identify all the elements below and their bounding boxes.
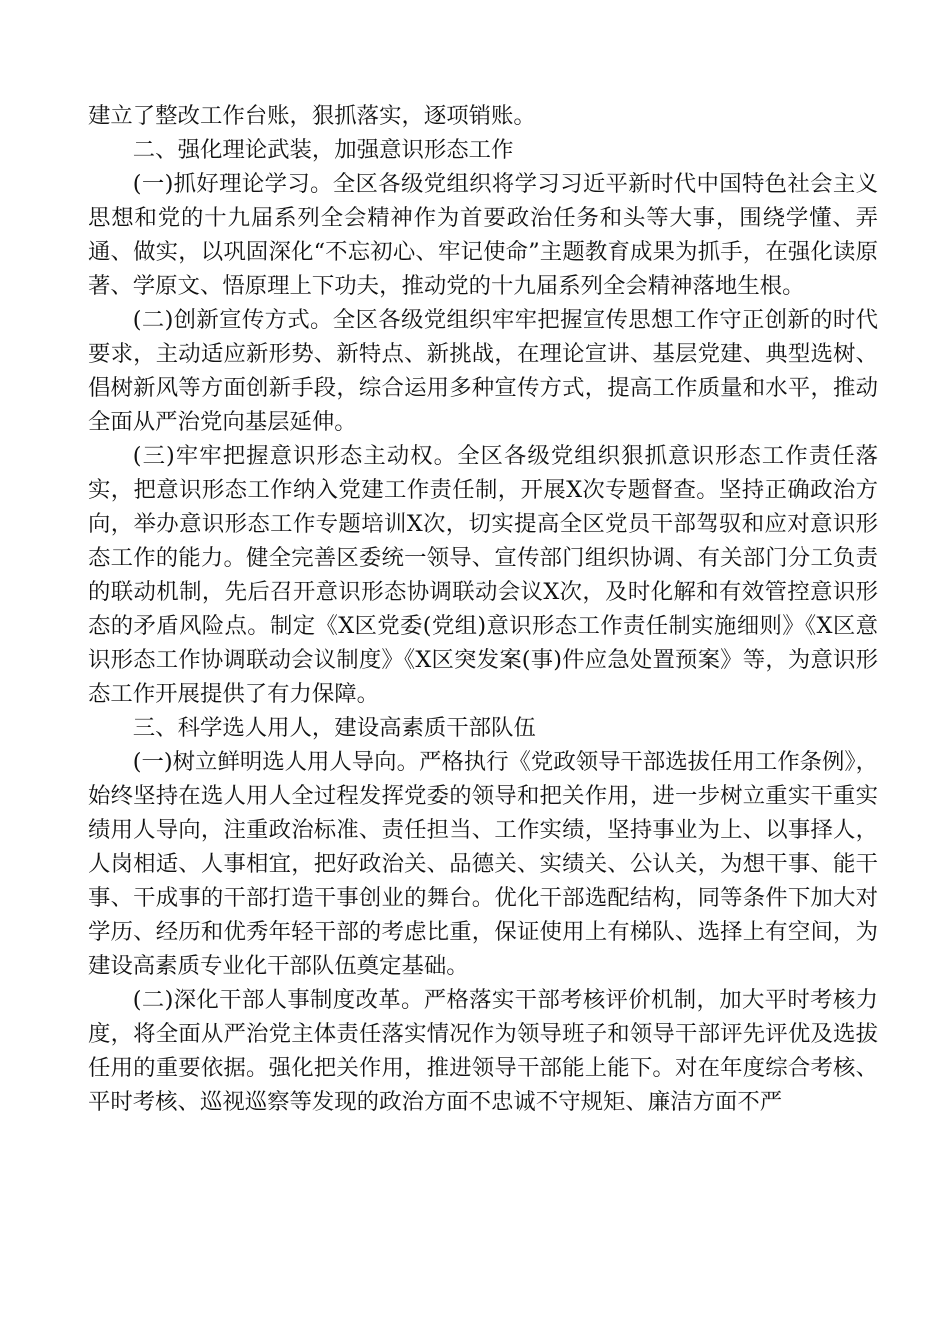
paragraph-theory-study: (一)抓好理论学习。全区各级党组织将学习习近平新时代中国特色社会主义思想和党的十九届系列全会精神作为首要政治任务和头等大事，围绕学懂、弄通、做实，以巩固深化“不忘初心、牢记使命”主题教育成果为抓手，在强化读原著、学原文、悟原理上下功夫，推动党的十九届系列全会精神落地生根。 xyxy=(88,171,878,299)
paragraph-continuation: 建立了整改工作台账，狠抓落实，逐项销账。 xyxy=(88,103,536,129)
paragraph-publicity-methods: (二)创新宣传方式。全区各级党组织牢牢把握宣传思想工作守正创新的时代要求，主动适应新形势、新特点、新挑战，在理论宣讲、基层党建、典型选树、倡树新风等方面创新手段，综合运用多种宣传方式，提高工作质量和水平，推动全面从严治党向基层延伸。 xyxy=(88,307,878,435)
paragraph-personnel-orientation: (一)树立鲜明选人用人导向。严格执行《党政领导干部选拔任用工作条例》，始终坚持在选人用人全过程发挥党委的领导和把关作用，进一步树立重实干重实绩用人导向，注重政治标准、责任担当、工作实绩，坚持事业为上、以事择人，人岗相适、人事相宜，把好政治关、品德关、实绩关、公认关，为想干事、能干事、干成事的干部打造干事创业的舞台。优化干部选配结构，同等条件下加大对学历、经历和优秀年轻干部的考虑比重，保证使用上有梯队、选择上有空间，为建设高素质专业化干部队伍奠定基础。 xyxy=(88,749,878,979)
paragraph-personnel-reform: (二)深化干部人事制度改革。严格落实干部考核评价机制，加大平时考核力度，将全面从严治党主体责任落实情况作为领导班子和领导干部评先评优及选拔任用的重要依据。强化把关作用，推进领导干部能上能下。对在年度综合考核、平时考核、巡视巡察等发现的政治方面不忠诚不守规矩、廉洁方面不严 xyxy=(88,987,878,1115)
paragraph-ideology-initiative: (三)牢牢把握意识形态主动权。全区各级党组织狠抓意识形态工作责任落实，把意识形态工作纳入党建工作责任制，开展X次专题督查。坚持正确政治方向，举办意识形态工作专题培训X次，切实提高全区党员干部驾驭和应对意识形态工作的能力。健全完善区委统一领导、宣传部门组织协调、有关部门分工负责的联动机制，先后召开意识形态协调联动会议X次，及时化解和有效管控意识形态的矛盾风险点。制定《X区党委(党组)意识形态工作责任制实施细则》《X区意识形态工作协调联动会议制度》《X区突发案(事)件应急处置预案》等，为意识形态工作开展提供了有力保障。 xyxy=(88,443,878,707)
document-body xyxy=(88,99,878,1119)
section-heading-3: 三、科学选人用人，建设高素质干部队伍 xyxy=(132,715,536,741)
section-heading-2: 二、强化理论武装，加强意识形态工作 xyxy=(132,137,514,163)
